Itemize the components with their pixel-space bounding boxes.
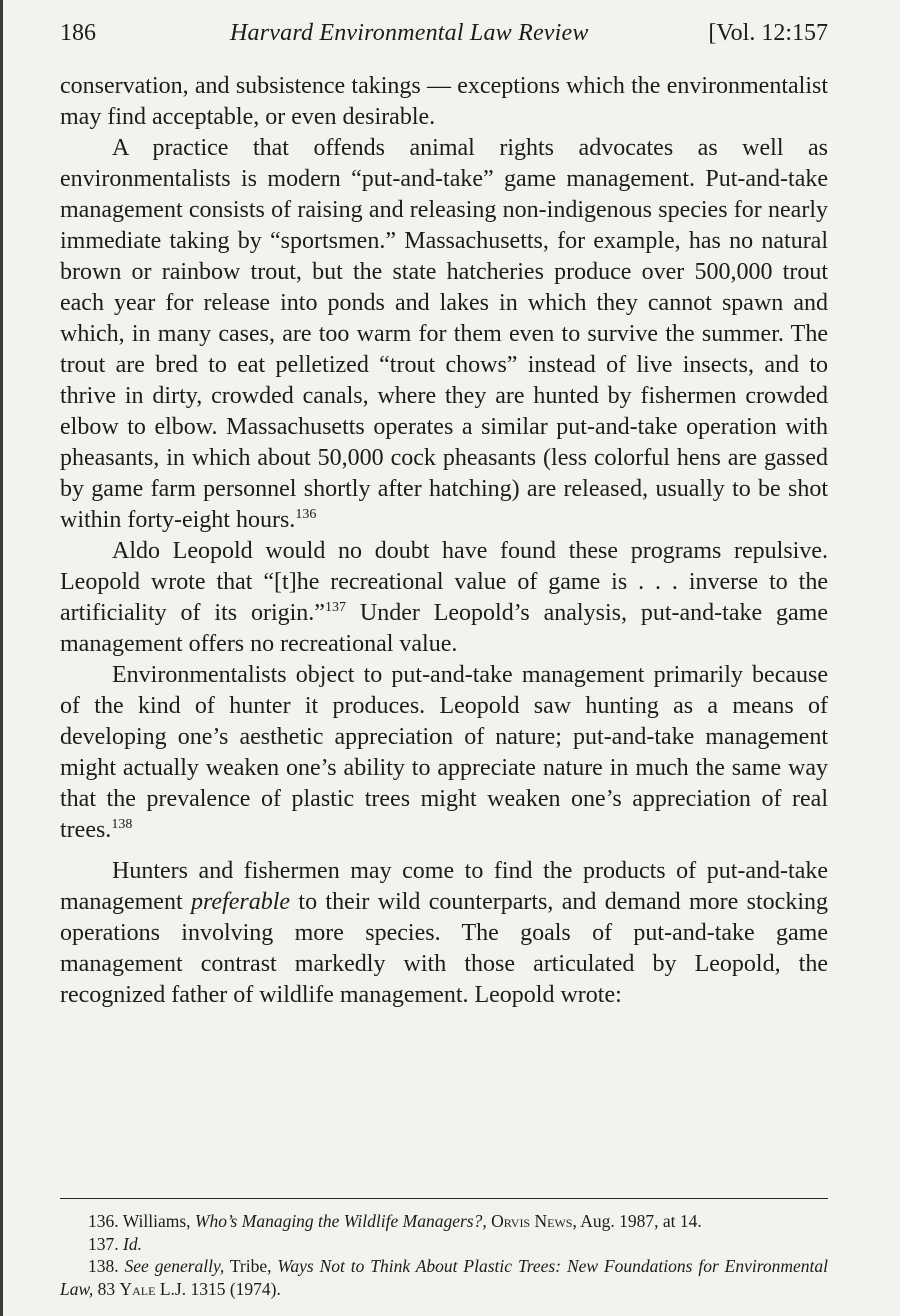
running-head — [60, 16, 828, 50]
footnote-title: Who’s Managing the Wildlife Managers?, — [194, 1211, 487, 1231]
footnote-author: Tribe, — [229, 1256, 272, 1276]
footnote-cite: 1315 (1974). — [190, 1278, 281, 1299]
page — [60, 16, 829, 1299]
paragraph-hunters — [60, 856, 828, 1011]
footnote-ref-136[interactable]: 136 — [295, 507, 317, 522]
page-number: 186 — [60, 20, 96, 46]
paragraph-text: conservation, and subsistence takings — exceptions which the environmentalist may find acceptable, or even desirable. — [60, 73, 828, 130]
footnote-source: Orvis News, — [491, 1211, 577, 1231]
paragraph-text: Environmentalists object to put-and-take management primarily because of the kind of hunter it produces. Leopold saw hunting as a means of developing one’s aesthetic appreciation of nature; put-and-take management might actually weaken one’s ability to appreciate nature in much the same way that the prevalence of plastic trees might weaken one’s appreciation of real trees. — [60, 662, 828, 843]
emphasis-preferable: preferable — [190, 889, 291, 915]
volume-citation: [Vol. 12:157 — [708, 20, 828, 46]
footnote-cite: Aug. 1987, at 14. — [580, 1211, 702, 1231]
footnote-ref-137[interactable]: 137 — [324, 600, 346, 615]
paragraph-text: to their wild counterparts, and demand more stocking operations involving more species. The goals of put-and-take game management contrast markedly with those articulated by Leopold, the recognized father of wildlife management. Leopold wrote: — [60, 889, 828, 1008]
footnote-number: 138. — [88, 1256, 119, 1276]
footnote-number: 137. — [88, 1233, 119, 1254]
footnote-volume: 83 — [97, 1278, 116, 1299]
paragraph-continuation — [60, 71, 828, 133]
footnote-signal: See generally, — [124, 1256, 225, 1276]
footnotes — [60, 1210, 828, 1300]
paragraph-text: A practice that offends animal rights advocates as well as environmentalists is modern “put-and-take” game management. Put-and-take management consists of raising and releasing non-indigenous species for nearly immediate taking by “sportsmen.” Massachusetts, for example, has no natural brown or rainbow trout, but the state hatcheries produce over 500,000 trout each year for release into ponds and lakes in which they cannot spawn and which, in many cases, are too warm for them even to survive the summer. The trout are bred to eat pelletized “trout chows” instead of live insects, and to thrive in dirty, crowded canals, where they are hunted by fishermen crowded elbow to elbow. Massachusetts operates a similar put-and-take operation with pheasants, in which about 50,000 cock pheasants (less colorful hens are gassed by game farm personnel shortly after hatching) are released, usually to be shot within forty-eight hours. — [60, 135, 828, 533]
footnote-137 — [60, 1233, 828, 1256]
footnote-author: Williams, — [122, 1211, 191, 1231]
body-text — [60, 71, 828, 1011]
scan-edge — [0, 0, 3, 1316]
footnote-journal: Yale L.J. — [119, 1278, 187, 1299]
footnote-number: 136. — [88, 1211, 119, 1231]
paragraph-text: Aldo Leopold would no doubt have found these programs repulsive. Leopold wrote that “[t]he recreational value of game is . . . inverse to the artificiality of its origin.” — [60, 538, 828, 626]
footnote-136 — [60, 1210, 828, 1233]
paragraph-leopold — [60, 536, 828, 660]
paragraph-put-and-take — [60, 133, 828, 536]
footnote-id: Id. — [123, 1233, 142, 1254]
footnote-divider — [60, 1198, 828, 1199]
paragraph-text: Hunters and fishermen may come to find the products of put-and-take management — [60, 858, 828, 915]
footnote-138 — [60, 1255, 828, 1300]
paragraph-environmentalists — [60, 660, 828, 846]
footnote-ref-138[interactable]: 138 — [111, 817, 133, 832]
footnote-title: Ways Not to Think About Plastic Trees: New Foundations for Environmental Law, — [60, 1256, 829, 1299]
journal-title: Harvard Environmental Law Review — [230, 20, 589, 46]
paragraph-text: Under Leopold’s analysis, put-and-take game management offers no recreational value. — [60, 600, 828, 657]
